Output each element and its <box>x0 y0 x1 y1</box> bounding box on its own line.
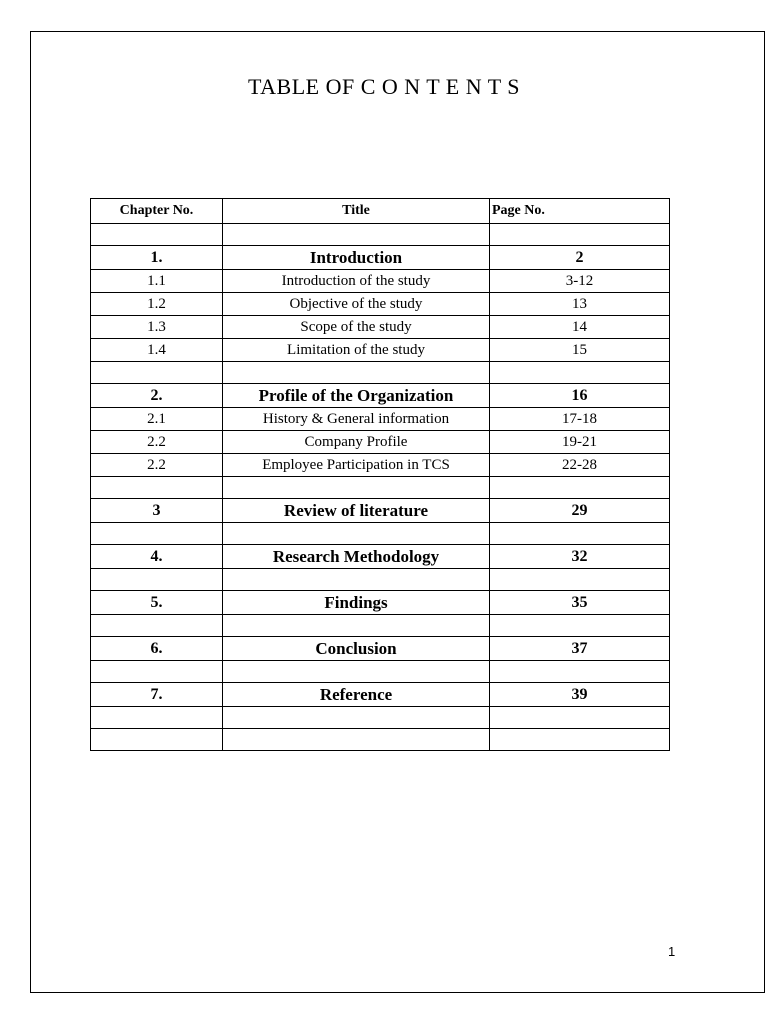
page-number-cell: 19-21 <box>490 431 670 454</box>
chapter-number-cell <box>91 661 223 683</box>
chapter-title-cell <box>223 661 490 683</box>
chapter-title-cell <box>223 615 490 637</box>
page-number-cell: 3-12 <box>490 270 670 293</box>
chapter-number-cell: 1.3 <box>91 316 223 339</box>
toc-table <box>90 198 670 751</box>
chapter-number-cell <box>91 569 223 591</box>
toc-chapter-row <box>91 637 670 661</box>
page-number-cell: 37 <box>490 637 670 661</box>
toc-chapter-row <box>91 384 670 408</box>
chapter-number-cell <box>91 362 223 384</box>
page-number-cell <box>490 615 670 637</box>
chapter-title-cell: Introduction <box>223 246 490 270</box>
toc-section-row <box>91 316 670 339</box>
toc-blank-row <box>91 477 670 499</box>
chapter-title-cell <box>223 362 490 384</box>
chapter-number-cell: 2.1 <box>91 408 223 431</box>
page-number-cell: 14 <box>490 316 670 339</box>
page-number-cell: 39 <box>490 683 670 707</box>
chapter-title-cell: Findings <box>223 591 490 615</box>
chapter-title-cell <box>223 729 490 751</box>
chapter-title-cell: Review of literature <box>223 499 490 523</box>
page-number: 1 <box>668 944 676 959</box>
toc-header-row <box>91 199 670 224</box>
chapter-number-cell: 1.1 <box>91 270 223 293</box>
chapter-number-cell: 2.2 <box>91 454 223 477</box>
toc-blank-row <box>91 569 670 591</box>
toc-chapter-row <box>91 683 670 707</box>
toc-section-row <box>91 270 670 293</box>
page-number-cell: 15 <box>490 339 670 362</box>
chapter-title-cell <box>223 224 490 246</box>
page-number-cell <box>490 477 670 499</box>
chapter-title-cell <box>223 477 490 499</box>
chapter-number-cell: 7. <box>91 683 223 707</box>
page-number-cell <box>490 523 670 545</box>
toc-blank-row <box>91 224 670 246</box>
chapter-number-cell: 6. <box>91 637 223 661</box>
header-page-no: Page No. <box>490 199 670 224</box>
page-number-cell: 2 <box>490 246 670 270</box>
toc-chapter-row <box>91 499 670 523</box>
header-title: Title <box>223 199 490 224</box>
page-number-cell <box>490 224 670 246</box>
chapter-title-cell: Scope of the study <box>223 316 490 339</box>
chapter-title-cell: Limitation of the study <box>223 339 490 362</box>
chapter-number-cell: 1.4 <box>91 339 223 362</box>
page-title: TABLE OF C O N T E N T S <box>247 74 521 99</box>
toc-section-row <box>91 454 670 477</box>
chapter-number-cell <box>91 615 223 637</box>
chapter-number-cell <box>91 707 223 729</box>
toc-body <box>91 224 670 751</box>
chapter-title-cell: Objective of the study <box>223 293 490 316</box>
page-number-cell <box>490 729 670 751</box>
toc-section-row <box>91 339 670 362</box>
page-number-cell <box>490 707 670 729</box>
page-number-cell: 17-18 <box>490 408 670 431</box>
page-number-cell <box>490 362 670 384</box>
chapter-number-cell: 1. <box>91 246 223 270</box>
chapter-title-cell: Research Methodology <box>223 545 490 569</box>
chapter-title-cell: Profile of the Organization <box>223 384 490 408</box>
chapter-number-cell <box>91 477 223 499</box>
page-number-cell <box>490 569 670 591</box>
chapter-title-cell: Company Profile <box>223 431 490 454</box>
chapter-title-cell: Reference <box>223 683 490 707</box>
toc-chapter-row <box>91 545 670 569</box>
page-number-cell <box>490 661 670 683</box>
chapter-title-cell: Employee Participation in TCS <box>223 454 490 477</box>
page-number-cell: 32 <box>490 545 670 569</box>
toc-blank-row <box>91 707 670 729</box>
toc-section-row <box>91 431 670 454</box>
chapter-number-cell: 4. <box>91 545 223 569</box>
chapter-title-cell: Introduction of the study <box>223 270 490 293</box>
toc-blank-row <box>91 729 670 751</box>
chapter-number-cell: 5. <box>91 591 223 615</box>
toc-blank-row <box>91 615 670 637</box>
chapter-title-cell <box>223 707 490 729</box>
chapter-number-cell: 2.2 <box>91 431 223 454</box>
page-number-cell: 22-28 <box>490 454 670 477</box>
toc-section-row <box>91 408 670 431</box>
chapter-title-cell <box>223 523 490 545</box>
toc-blank-row <box>91 523 670 545</box>
header-chapter-no: Chapter No. <box>91 199 223 224</box>
chapter-number-cell: 2. <box>91 384 223 408</box>
page-number-cell: 13 <box>490 293 670 316</box>
chapter-title-cell <box>223 569 490 591</box>
toc-blank-row <box>91 362 670 384</box>
page-number-cell: 29 <box>490 499 670 523</box>
chapter-number-cell: 1.2 <box>91 293 223 316</box>
chapter-title-cell: Conclusion <box>223 637 490 661</box>
page-number-cell: 16 <box>490 384 670 408</box>
toc-blank-row <box>91 661 670 683</box>
page-number-cell: 35 <box>490 591 670 615</box>
chapter-number-cell <box>91 729 223 751</box>
toc-section-row <box>91 293 670 316</box>
chapter-number-cell <box>91 523 223 545</box>
toc-chapter-row <box>91 591 670 615</box>
chapter-number-cell <box>91 224 223 246</box>
chapter-title-cell: History & General information <box>223 408 490 431</box>
toc-chapter-row <box>91 246 670 270</box>
chapter-number-cell: 3 <box>91 499 223 523</box>
